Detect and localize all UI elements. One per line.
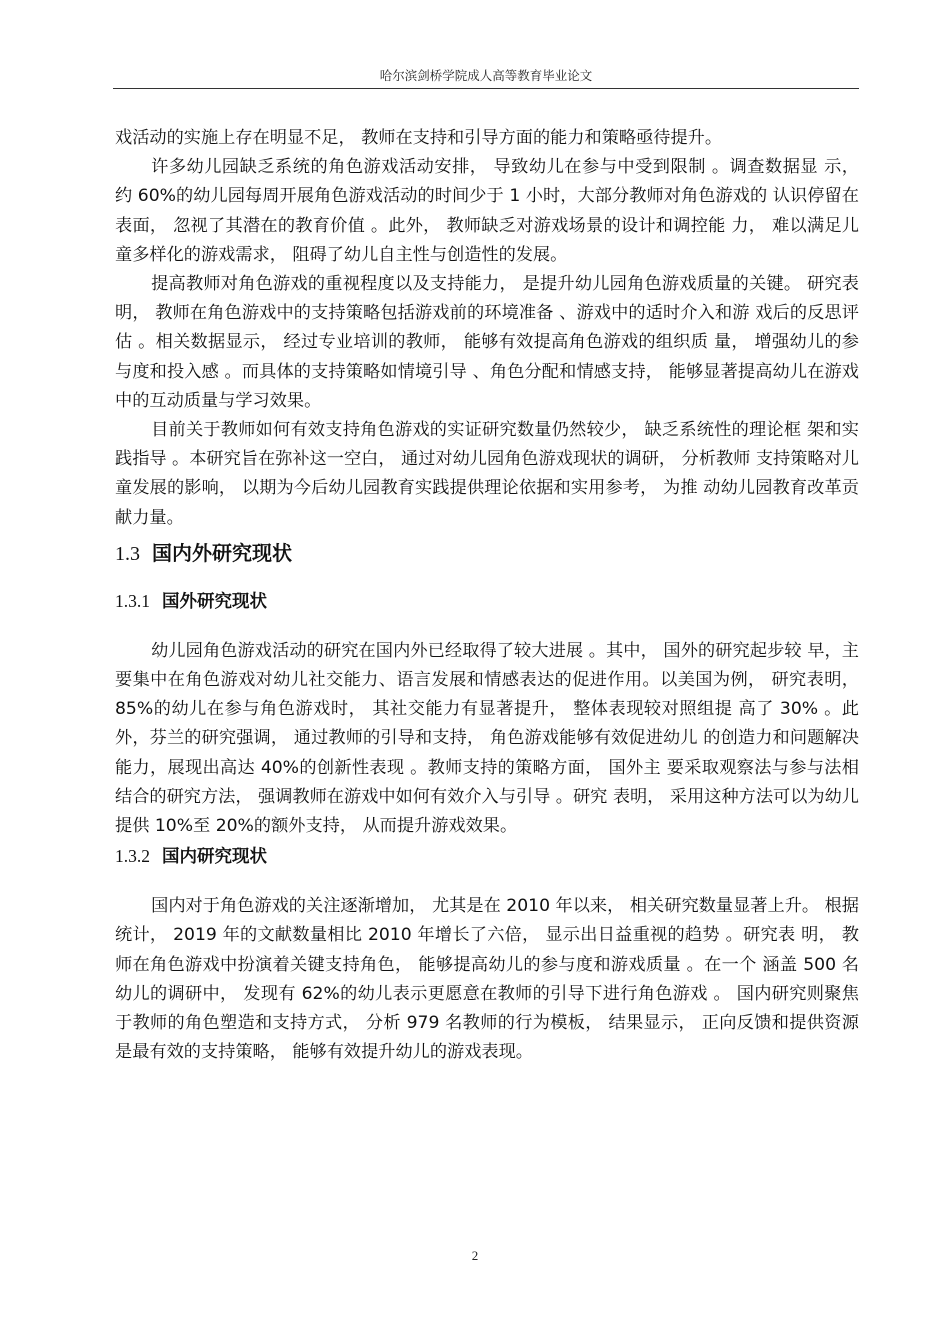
section-number: 1.3	[115, 542, 140, 565]
paragraph: 许多幼儿园缺乏系统的角色游戏活动安排， 导致幼儿在参与中受到限制 。调查数据显 示， 约 60%的幼儿园每周开展角色游戏活动的时间少于 1 小时，大部分教师对角色游戏的 认识停留在表面， 忽视了其潜在的教育价值 。此外， 教师缺乏对游戏场景的设计和调控能 力， 难以满足儿童多样化的游戏需求， 阻碍了幼儿自主性与创造性的发展。	[115, 157, 859, 265]
paragraph: 幼儿园角色游戏活动的研究在国内外已经取得了较大进展 。其中， 国外的研究起步较 早，主要集中在角色游戏对幼儿社交能力、语言发展和情感表达的促进作用。以美国为例， 研究表明， 85%的幼儿在参与角色游戏时， 其社交能力有显著提升， 整体表现较对照组提 高了 30% 。此外，芬兰的研究强调， 通过教师的引导和支持， 角色游戏能够有效促进幼儿 的创造力和问题解决能力，展现出高达 40%的创新性表现 。教师支持的策略方面， 国外主 要采取观察法与参与法相结合的研究方法， 强调教师在游戏中如何有效介入与引导 。研究 表明， 采用这种方法可以为幼儿提供 10%至 20%的额外支持， 从而提升游戏效果。	[115, 640, 859, 837]
subsection-heading	[115, 841, 859, 872]
subsection-number: 1.3.1	[115, 590, 150, 611]
paragraph: 国内对于角色游戏的关注逐渐增加， 尤其是在 2010 年以来， 相关研究数量显著上升。 根据统计， 2019 年的文献数量相比 2010 年增长了六倍， 显示出日益重视的趋势 。研究表 明， 教师在角色游戏中扮演着关键支持角色， 能够提高幼儿的参与度和游戏质量 。在一个 涵盖 500 名幼儿的调研中， 发现有 62%的幼儿表示更愿意在教师的引导下进行角色游戏 。 国内研究则聚焦于教师的角色塑造和支持方式， 分析 979 名教师的行为模板， 结果显示， 正向反馈和提供资源是最有效的支持策略， 能够有效提升幼儿的游戏表现。	[115, 896, 859, 1063]
subsection-heading	[115, 586, 859, 617]
section-title: 国内外研究现状	[152, 540, 292, 565]
running-header: 哈尔滨剑桥学院成人高等教育毕业论文	[379, 68, 593, 83]
paragraph: 目前关于教师如何有效支持角色游戏的实证研究数量仍然较少， 缺乏系统性的理论框 架和实践指导 。本研究旨在弥补这一空白， 通过对幼儿园角色游戏现状的调研， 分析教师 支持策略对儿童发展的影响， 以期为今后幼儿园教育实践提供理论依据和实用参考， 为推 动幼儿园教育改革贡献力量。	[115, 420, 859, 528]
subsection-title: 国外研究现状	[162, 591, 267, 612]
page-number: 2	[471, 1248, 479, 1263]
subsection-title: 国内研究现状	[162, 847, 267, 868]
header-divider	[113, 88, 859, 89]
subsection-number: 1.3.2	[115, 846, 150, 867]
paragraph-continued: 戏活动的实施上存在明显不足， 教师在支持和引导方面的能力和策略亟待提升。	[115, 128, 723, 148]
paragraph: 提高教师对角色游戏的重视程度以及支持能力， 是提升幼儿园角色游戏质量的关键。 研究表明， 教师在角色游戏中的支持策略包括游戏前的环境准备 、游戏中的适时介入和游 戏后的反思评估 。相关数据显示， 经过专业培训的教师， 能够有效提高角色游戏的组织质 量， 增强幼儿的参与度和投入感 。而具体的支持策略如情境引导 、角色分配和情感支持， 能够显著提高幼儿在游戏中的互动质量与学习效果。	[115, 274, 859, 411]
section-heading	[115, 535, 859, 572]
page-body	[115, 124, 859, 1067]
